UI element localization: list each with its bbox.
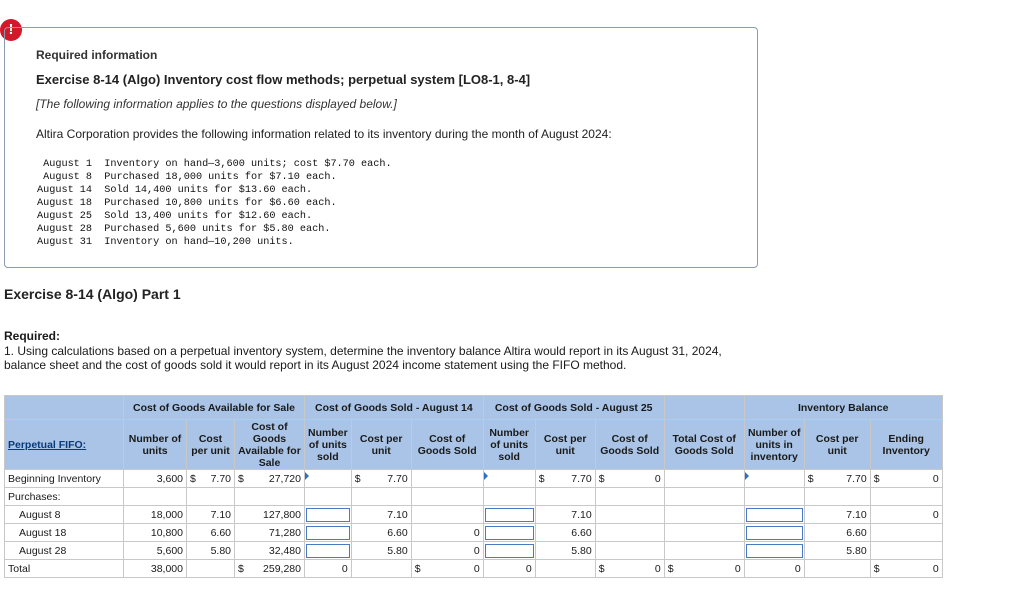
col-units-inventory: Number of units in inventory xyxy=(744,420,804,470)
total-ending-inv-value: $ 0 xyxy=(870,560,942,578)
sold-aug14-input[interactable] xyxy=(305,524,352,542)
units-value: 10,800 xyxy=(124,524,187,542)
info-line: August 8 Purchased 18,000 units for $7.10 each. xyxy=(37,172,337,183)
cost-aug25-value: 5.80 xyxy=(535,542,595,560)
cgas-value: 71,280 xyxy=(235,524,305,542)
total-sold-aug14-value: 0 xyxy=(305,560,352,578)
row-label: August 18 xyxy=(5,524,124,542)
col-total-cogs: Total Cost of Goods Sold xyxy=(664,420,744,470)
empty-cell xyxy=(870,488,942,506)
required-label: Required: xyxy=(4,329,61,343)
cogs-aug25-cell[interactable] xyxy=(595,506,664,524)
units-value: 18,000 xyxy=(124,506,187,524)
cogs-aug14-cell[interactable] xyxy=(411,470,483,488)
ending-inv-cell[interactable] xyxy=(870,542,942,560)
exercise-title: Exercise 8-14 (Algo) Inventory cost flow methods; perpetual system [LO8-1, 8-4] xyxy=(36,72,531,87)
applies-note: [The following information applies to the questions displayed below.] xyxy=(36,97,397,111)
cost-inv-value: 6.60 xyxy=(804,524,870,542)
group-header-cogs-aug25: Cost of Goods Sold - August 25 xyxy=(483,396,664,420)
col-cost-goods-available: Cost of Goods Available for Sale xyxy=(235,420,305,470)
total-group-cell xyxy=(664,396,744,420)
sold-aug25-input[interactable] xyxy=(483,524,535,542)
row-label: August 8 xyxy=(5,506,124,524)
cost-aug25-value: $ 7.70 xyxy=(535,470,595,488)
empty-cell xyxy=(483,488,535,506)
sold-aug25-input[interactable] xyxy=(483,506,535,524)
total-cgas-value: $ 259,280 xyxy=(235,560,305,578)
col-cogs-aug25: Cost of Goods Sold xyxy=(595,420,664,470)
total-cogs-cell xyxy=(664,542,744,560)
empty-cell xyxy=(351,488,411,506)
alert-icon: ! xyxy=(0,19,22,41)
info-line: August 31 Inventory on hand—10,200 units. xyxy=(37,237,294,248)
cgas-value: 127,800 xyxy=(235,506,305,524)
cost-aug14-value: $ 7.70 xyxy=(351,470,411,488)
info-line: August 1 Inventory on hand—3,600 units; cost $7.70 each. xyxy=(37,159,392,170)
cgas-value: $ 27,720 xyxy=(235,470,305,488)
group-header-cogs-aug14: Cost of Goods Sold - August 14 xyxy=(305,396,484,420)
cogs-aug25-cell[interactable] xyxy=(595,542,664,560)
col-ending-inventory: Ending Inventory xyxy=(870,420,942,470)
cost-value: 5.80 xyxy=(187,542,235,560)
empty-cell xyxy=(187,488,235,506)
group-header-inventory: Inventory Balance xyxy=(744,396,942,420)
empty-cell xyxy=(411,488,483,506)
perpetual-fifo-table xyxy=(4,395,943,578)
ending-inv-cell[interactable] xyxy=(870,524,942,542)
sold-aug14-input[interactable] xyxy=(305,506,352,524)
intro-text: Altira Corporation provides the following information related to its inventory during the month of August 2024: xyxy=(36,127,612,141)
empty-cell xyxy=(124,488,187,506)
required-information-heading: Required information xyxy=(36,48,158,62)
info-line: August 14 Sold 14,400 units for $13.60 each. xyxy=(37,185,313,196)
empty-cell xyxy=(305,488,352,506)
total-inv-units-value: 0 xyxy=(744,560,804,578)
total-cogs-value: $ 0 xyxy=(664,560,744,578)
total-sold-aug25-value: 0 xyxy=(483,560,535,578)
cost-aug14-value: 6.60 xyxy=(351,524,411,542)
total-units-value: 38,000 xyxy=(124,560,187,578)
empty-cell xyxy=(351,560,411,578)
ending-inv-value: 0 xyxy=(870,506,942,524)
inv-units-input[interactable] xyxy=(744,542,804,560)
col-cost-per-unit-inv: Cost per unit xyxy=(804,420,870,470)
cost-aug25-value: 7.10 xyxy=(535,506,595,524)
cost-inv-value: $ 7.70 xyxy=(804,470,870,488)
empty-cell xyxy=(187,560,235,578)
col-cost-per-unit: Cost per unit xyxy=(187,420,235,470)
info-line: August 25 Sold 13,400 units for $12.60 each. xyxy=(37,211,313,222)
empty-cell xyxy=(235,488,305,506)
inv-units-input[interactable] xyxy=(744,524,804,542)
cgas-value: 32,480 xyxy=(235,542,305,560)
cost-inv-value: 7.10 xyxy=(804,506,870,524)
row-label: Purchases: xyxy=(5,488,124,506)
cost-aug25-value: 6.60 xyxy=(535,524,595,542)
col-cogs-aug14: Cost of Goods Sold xyxy=(411,420,483,470)
sold-aug25-input[interactable] xyxy=(483,470,535,488)
cost-inv-value: 5.80 xyxy=(804,542,870,560)
corner-cell xyxy=(5,396,124,420)
ending-inv-value: $ 0 xyxy=(870,470,942,488)
total-cogs-cell xyxy=(664,470,744,488)
row-label: Total xyxy=(5,560,124,578)
group-header-cgas: Cost of Goods Available for Sale xyxy=(124,396,305,420)
col-units-sold-aug14: Number of units sold xyxy=(305,420,352,470)
empty-cell xyxy=(804,488,870,506)
inv-units-input[interactable] xyxy=(744,506,804,524)
col-number-units: Number of units xyxy=(124,420,187,470)
empty-cell xyxy=(595,488,664,506)
total-cogs-aug25-value: $ 0 xyxy=(595,560,664,578)
cost-value: $ 7.70 xyxy=(187,470,235,488)
cost-aug14-value: 7.10 xyxy=(351,506,411,524)
required-text: 1. Using calculations based on a perpetual inventory system, determine the inventory balance Altira would report in its August 31, 2024, balance sheet and the cost of goods sold it would report in its August 2024 income statement using the FIFO method. xyxy=(4,344,722,372)
col-cost-per-unit-aug25: Cost per unit xyxy=(535,420,595,470)
cost-value: 6.60 xyxy=(187,524,235,542)
units-value: 5,600 xyxy=(124,542,187,560)
empty-cell xyxy=(664,488,744,506)
info-line: August 18 Purchased 10,800 units for $6.60 each. xyxy=(37,198,337,209)
sold-aug25-input[interactable] xyxy=(483,542,535,560)
total-cogs-aug14-value: $ 0 xyxy=(411,560,483,578)
cogs-aug14-cell[interactable] xyxy=(411,506,483,524)
sold-aug14-input[interactable] xyxy=(305,470,352,488)
units-value: 3,600 xyxy=(124,470,187,488)
cost-value: 7.10 xyxy=(187,506,235,524)
empty-cell xyxy=(804,560,870,578)
cost-aug14-value: 5.80 xyxy=(351,542,411,560)
cogs-aug14-value: 0 xyxy=(411,524,483,542)
info-line: August 28 Purchased 5,600 units for $5.80 each. xyxy=(37,224,331,235)
row-label: August 28 xyxy=(5,542,124,560)
cogs-aug25-value: $ 0 xyxy=(595,470,664,488)
sold-aug14-input[interactable] xyxy=(305,542,352,560)
total-cogs-cell xyxy=(664,506,744,524)
cogs-aug14-value: 0 xyxy=(411,542,483,560)
perpetual-fifo-label: Perpetual FIFO: xyxy=(5,420,124,470)
col-cost-per-unit-aug14: Cost per unit xyxy=(351,420,411,470)
empty-cell xyxy=(535,560,595,578)
total-cogs-cell xyxy=(664,524,744,542)
col-units-sold-aug25: Number of units sold xyxy=(483,420,535,470)
row-label: Beginning Inventory xyxy=(5,470,124,488)
inv-units-input[interactable] xyxy=(744,470,804,488)
empty-cell xyxy=(744,488,804,506)
part-title: Exercise 8-14 (Algo) Part 1 xyxy=(4,286,181,302)
empty-cell xyxy=(535,488,595,506)
cogs-aug25-cell[interactable] xyxy=(595,524,664,542)
